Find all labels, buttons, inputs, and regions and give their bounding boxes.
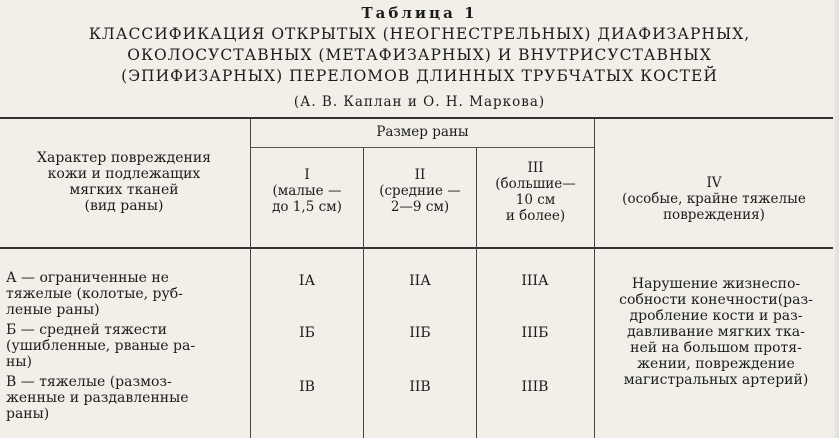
table-authors: (А. В. Каплан и О. Н. Маркова) — [293, 94, 546, 110]
column-header-iv — [595, 175, 833, 223]
table-caption: Таблица 1 — [361, 4, 478, 22]
iv-line: ней на большом протя- — [630, 340, 802, 356]
code-iv: IВ — [299, 379, 315, 395]
header-line: кожи и подлежащих — [47, 166, 201, 182]
column-range: 10 см — [515, 192, 556, 208]
column-divider — [250, 118, 251, 438]
column-range: (особые, крайне тяжелые — [622, 191, 806, 207]
column-number: IV — [706, 175, 722, 191]
code-iiv: IIВ — [409, 379, 431, 395]
column-header-i — [251, 167, 363, 215]
iv-line: дробление кости и раз- — [629, 308, 803, 324]
column-range: повреждения) — [663, 207, 765, 223]
wound-size-header: Размер раны — [376, 124, 469, 140]
column-range: 2—9 см) — [390, 199, 450, 215]
iv-line: собности конечности(раз- — [619, 292, 813, 308]
column-divider — [594, 118, 595, 438]
code-ib: IБ — [299, 325, 315, 341]
code-iib: IIБ — [409, 325, 431, 341]
title-line: КЛАССИФИКАЦИЯ ОТКРЫТЫХ (НЕОГНЕСТРЕЛЬНЫХ) ДИАФИЗАРНЫХ, — [88, 25, 751, 43]
scan-edge-shadow — [833, 0, 839, 438]
row-line: (ушибленные, рваные ра- — [6, 338, 196, 354]
row-line: тяжелые (колотые, руб- — [6, 286, 183, 302]
row-header-label — [2, 150, 246, 214]
code-iiia: IIIА — [521, 273, 549, 289]
title-line: ОКОЛОСУСТАВНЫХ (МЕТАФИЗАРНЫХ) И ВНУТРИСУСТАВНЫХ — [127, 46, 712, 64]
column-range: и более) — [505, 208, 566, 224]
title-line: (ЭПИФИЗАРНЫХ) ПЕРЕЛОМОВ ДЛИННЫХ ТРУБЧАТЫХ КОСТЕЙ — [121, 67, 718, 85]
code-iia: IIА — [409, 273, 431, 289]
row-line: В — тяжелые (размоз- — [6, 374, 172, 390]
column-number: III — [527, 160, 544, 176]
header-line: мягких тканей — [69, 182, 179, 198]
column-iv-description — [600, 276, 832, 388]
iv-line: давливание мягких тка- — [627, 324, 805, 340]
column-header-ii — [364, 167, 476, 215]
header-line: (вид раны) — [84, 198, 164, 214]
row-line: А — ограниченные не — [6, 270, 169, 286]
column-number: I — [304, 167, 310, 183]
header-bottom-rule — [0, 247, 833, 249]
column-header-iii — [477, 160, 594, 224]
code-ia: IА — [298, 273, 316, 289]
table-top-rule — [0, 117, 833, 119]
column-range: до 1,5 см) — [272, 199, 342, 215]
wound-size-rule — [250, 147, 594, 148]
row-a-label — [6, 270, 238, 318]
row-line: леные раны) — [6, 302, 100, 318]
column-range: (большие— — [495, 176, 576, 192]
row-line: раны) — [6, 406, 50, 422]
iv-line: магистральных артерий) — [623, 372, 809, 388]
code-iiiv: IIIВ — [521, 379, 549, 395]
iv-line: жении, повреждение — [637, 356, 795, 372]
row-b-label — [6, 322, 238, 370]
row-v-label — [6, 374, 238, 422]
row-line: Б — средней тяжести — [6, 322, 167, 338]
column-number: II — [414, 167, 426, 183]
column-range: (малые — — [272, 183, 342, 199]
table-title — [0, 24, 839, 87]
column-range: (средние — — [379, 183, 461, 199]
row-line: женные и раздавленные — [6, 390, 189, 406]
row-line: ны) — [6, 354, 32, 370]
header-line: Характер повреждения — [37, 150, 211, 166]
iv-line: Нарушение жизнеспо- — [631, 276, 801, 292]
code-iiib: IIIБ — [521, 325, 549, 341]
